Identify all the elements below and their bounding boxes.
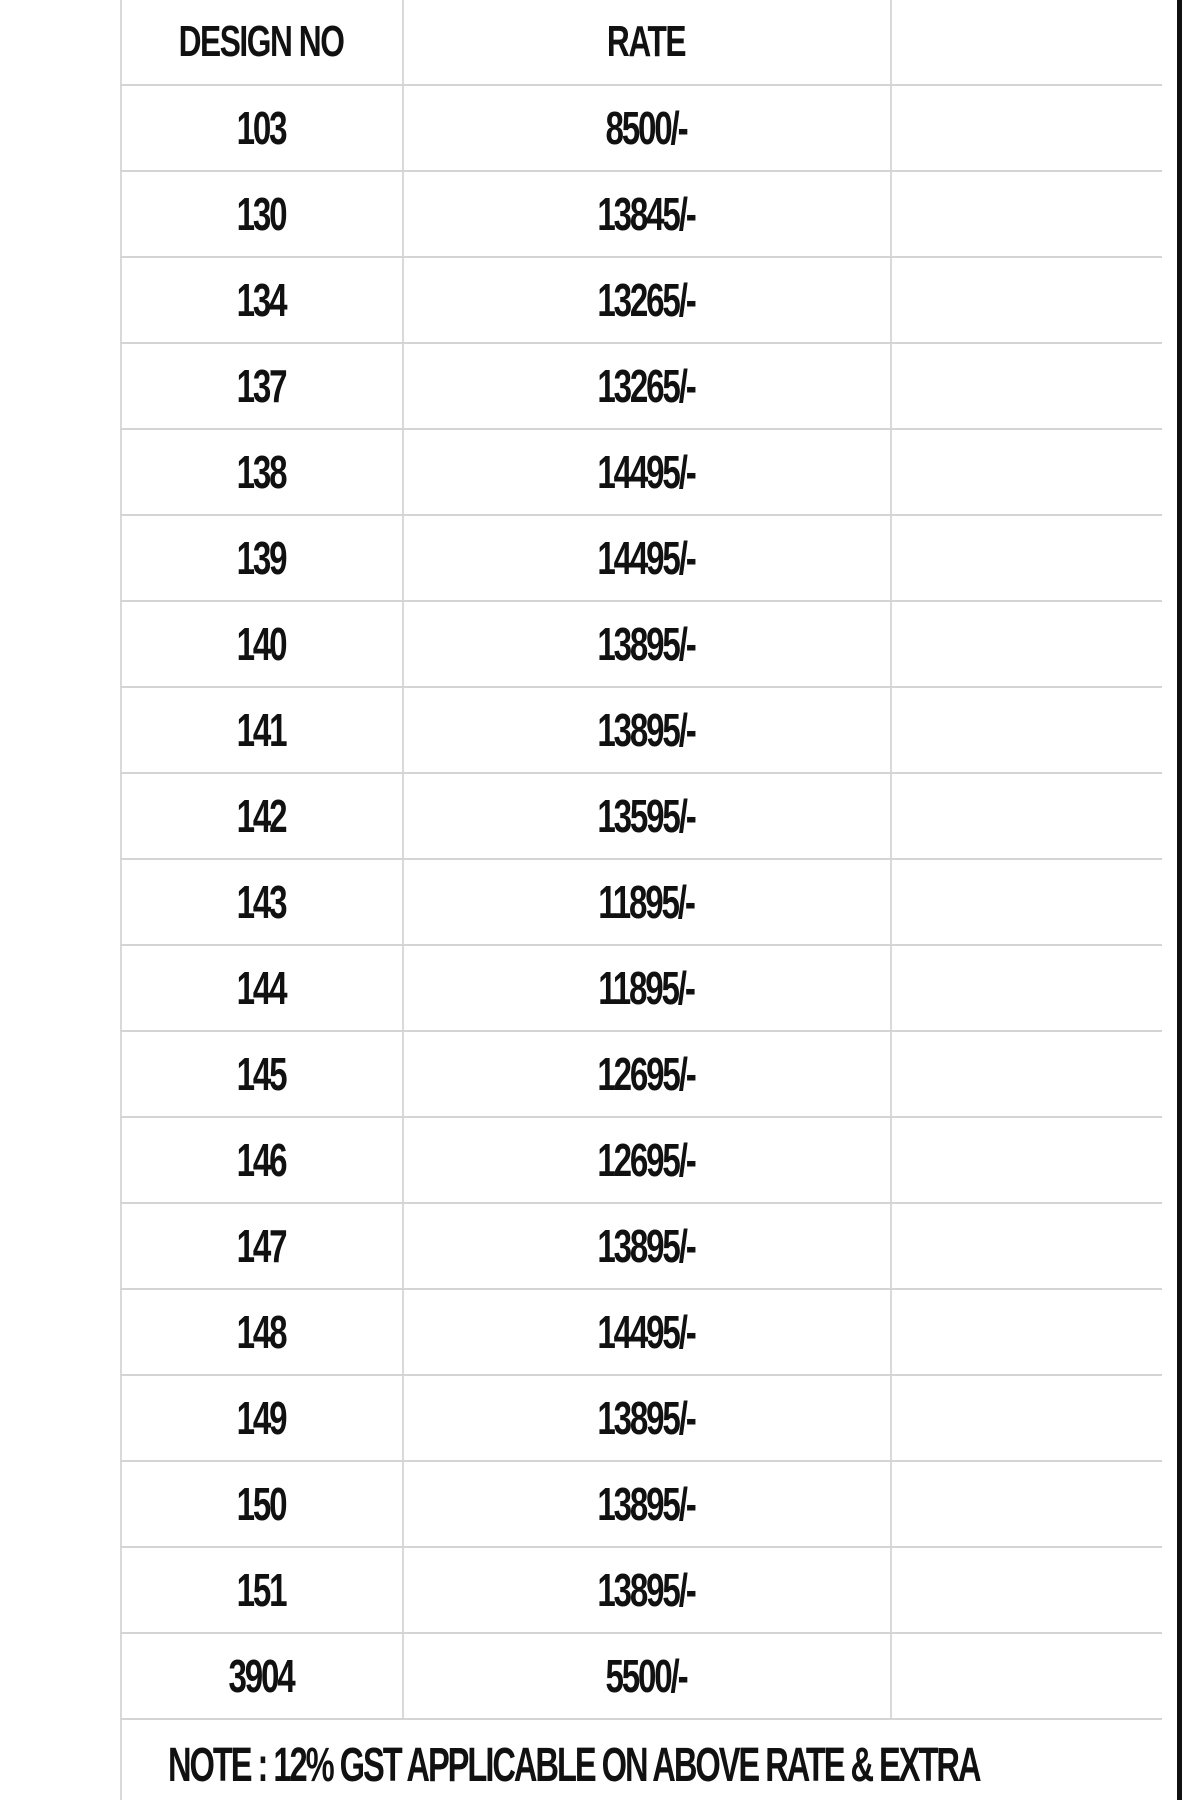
- design-no-cell: 140: [236, 618, 286, 670]
- empty-cell: [928, 1634, 1124, 1718]
- sheet-right-border: [1177, 0, 1182, 1800]
- rate-cell: 13895/-: [597, 618, 695, 670]
- table-row: [120, 774, 1162, 860]
- rate-cell: 12695/-: [597, 1134, 695, 1186]
- table-row: [120, 1118, 1162, 1204]
- rate-cell: 13895/-: [597, 1220, 695, 1272]
- design-no-cell: 138: [236, 446, 286, 498]
- empty-cell: [928, 1204, 1124, 1288]
- rate-cell: 11895/-: [598, 876, 694, 928]
- rate-cell: 8500/-: [605, 102, 687, 154]
- rate-cell: 13895/-: [597, 1392, 695, 1444]
- empty-cell: [928, 1548, 1124, 1632]
- empty-cell: [928, 86, 1124, 170]
- table-row: [120, 344, 1162, 430]
- design-no-cell: 144: [236, 962, 286, 1014]
- design-no-cell: 3904: [228, 1650, 294, 1702]
- empty-cell: [928, 172, 1124, 256]
- table-row: [120, 172, 1162, 258]
- table-row: [120, 860, 1162, 946]
- table-row: [120, 516, 1162, 602]
- empty-cell: [928, 1376, 1124, 1460]
- design-no-cell: 148: [236, 1306, 286, 1358]
- rate-cell: 14495/-: [597, 532, 695, 584]
- design-no-cell: 149: [236, 1392, 286, 1444]
- empty-cell: [928, 1462, 1124, 1546]
- rate-cell: 13595/-: [597, 790, 695, 842]
- rate-cell: 13265/-: [597, 360, 695, 412]
- rate-cell: 11895/-: [598, 962, 694, 1014]
- table-row: [120, 1462, 1162, 1548]
- table-row: [120, 1032, 1162, 1118]
- table-row: [120, 1204, 1162, 1290]
- rate-cell: 13895/-: [597, 1564, 695, 1616]
- gst-note: [120, 1730, 980, 1800]
- empty-cell: [928, 430, 1124, 514]
- design-no-cell: 147: [236, 1220, 286, 1272]
- empty-cell: [928, 516, 1124, 600]
- empty-cell: [928, 688, 1124, 772]
- rate-cell: 5500/-: [605, 1650, 687, 1702]
- design-no-cell: 142: [236, 790, 286, 842]
- design-no-cell: 103: [236, 102, 286, 154]
- table-row: [120, 946, 1162, 1032]
- rate-cell: 13895/-: [597, 704, 695, 756]
- empty-cell: [928, 1032, 1124, 1116]
- rate-cell: 14495/-: [597, 1306, 695, 1358]
- design-no-cell: 145: [236, 1048, 286, 1100]
- design-no-cell: 137: [236, 360, 286, 412]
- rate-cell: 12695/-: [597, 1048, 695, 1100]
- rate-cell: 13845/-: [597, 188, 695, 240]
- header-empty: [928, 0, 1124, 84]
- empty-cell: [928, 344, 1124, 428]
- table-row: [120, 430, 1162, 516]
- design-no-cell: 139: [236, 532, 286, 584]
- table-row: [120, 1376, 1162, 1462]
- design-no-cell: 141: [236, 704, 286, 756]
- design-no-cell: 151: [236, 1564, 286, 1616]
- rate-cell: 13265/-: [597, 274, 695, 326]
- empty-cell: [928, 258, 1124, 342]
- rate-cell: 13895/-: [597, 1478, 695, 1530]
- table-row: [120, 1290, 1162, 1376]
- table-row: [120, 688, 1162, 774]
- empty-cell: [928, 602, 1124, 686]
- table-row: [120, 258, 1162, 344]
- table-row: [120, 86, 1162, 172]
- empty-cell: [928, 1290, 1124, 1374]
- table-header-row: [120, 0, 1162, 86]
- gst-note-text: NOTE : 12% GST APPLICABLE ON ABOVE RATE & EXTRA: [168, 1738, 980, 1792]
- table-row: [120, 1548, 1162, 1634]
- table-row: [120, 1634, 1162, 1720]
- design-no-cell: 130: [236, 188, 286, 240]
- header-design-no: DESIGN NO: [178, 17, 344, 66]
- table-row: [120, 602, 1162, 688]
- design-no-cell: 143: [236, 876, 286, 928]
- empty-cell: [928, 774, 1124, 858]
- design-no-cell: 134: [236, 274, 286, 326]
- header-rate: RATE: [606, 17, 686, 66]
- empty-cell: [928, 860, 1124, 944]
- rate-cell: 14495/-: [597, 446, 695, 498]
- design-no-cell: 146: [236, 1134, 286, 1186]
- design-no-cell: 150: [236, 1478, 286, 1530]
- empty-cell: [928, 946, 1124, 1030]
- empty-cell: [928, 1118, 1124, 1202]
